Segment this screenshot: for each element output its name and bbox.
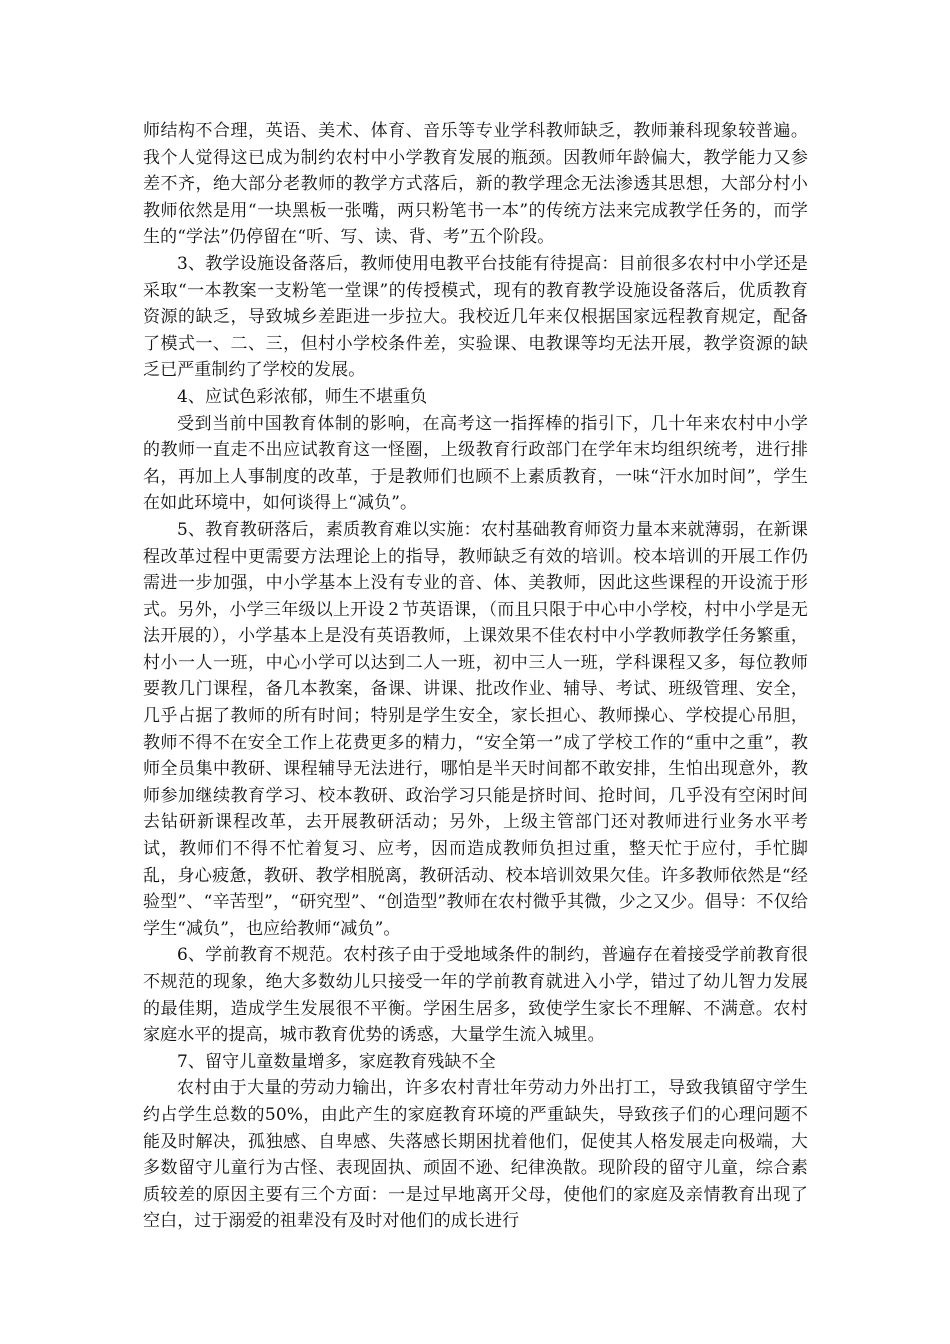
paragraph-exam-pressure: 受到当前中国教育体制的影响，在高考这一指挥棒的指引下，几十年来农村中小学的教师一直走不出应试教育这一怪圈，上级教育行政部门在学年末均组织统考，进行排名，再加上人事制度的改革，于是教师们也顾不上素质教育，一味“汗水加时间”，学生在如此环境中，如何谈得上“减负”。 <box>143 413 808 514</box>
paragraph-left-behind-children: 农村由于大量的劳动力输出，许多农村青壮年劳动力外出打工，导致我镇留守学生约占学生总数的50%，由此产生的家庭教育环境的严重缺失，导致孩子们的心理问题不能及时解决，孤独感、自卑感、失落感长期困扰着他们，促使其人格发展走向极端，大多数留守儿童行为古怪、表现固执、顽固不逊、纪律涣散。现阶段的留守儿童，综合素质较差的原因主要有三个方面：一是过早地离开父母，使他们的家庭及亲情教育出现了空白，过于溺爱的祖辈没有及时对他们的成长进行 <box>143 1078 808 1232</box>
paragraph-facilities: 3、教学设施设备落后，教师使用电教平台技能有待提高：目前很多农村中小学还是采取“一本教案一支粉笔一堂课”的传授模式，现有的教育教学设施设备落后，优质教育资源的缺乏，导致城乡差距进一步拉大。我校近几年来仅根据国家远程教育规定，配备了模式一、二、三，但村小学校条件差，实验课、电教课等均无法开展，教学资源的缺乏已严重制约了学校的发展。 <box>143 253 808 381</box>
paragraph-research-lagging: 5、教育教研落后，素质教育难以实施：农村基础教育师资力量本来就薄弱，在新课程改革过程中更需要方法理论上的指导，教师缺乏有效的培训。校本培训的开展工作仍需进一步加强，中小学基本上没有专业的音、体、美教师，因此这些课程的开设流于形式。另外，小学三年级以上开设２节英语课，（而且只限于中心中小学校，村中小学是无法开展的），小学基本上是没有英语教师，上课效果不佳农村中小学教师教学任务繁重，村小一人一班，中心小学可以达到二人一班，初中三人一班，学科课程又多，每位教师要教几门课程，备几本教案，备课、讲课、批改作业、辅导、考试、班级管理、安全，几乎占据了教师的所有时间；特别是学生安全，家长担心、教师操心、学校提心吊胆，教师不得不在安全工作上花费更多的精力，“安全第一”成了学校工作的“重中之重”，教师全员集中教研、课程辅导无法进行，哪怕是半天时间都不敢安排，生怕出现意外，教师参加继续教育学习、校本教研、政治学习只能是挤时间、抢时间，几乎没有空闲时间去钻研新课程改革，去开展教研活动；另外，上级主管部门还对教师进行业务水平考试，教师们不得不忙着复习、应考，因而造成教师负担过重，整天忙于应付，手忙脚乱，身心疲惫，教研、教学相脱离，教研活动、校本培训效果欠佳。许多教师依然是“经验型”、“辛苦型”，“研究型”、“创造型”教师在农村微乎其微，少之又少。倡导：不仅给学生“减负”，也应给教师“减负”。 <box>143 519 808 939</box>
document-page <box>143 118 808 1235</box>
heading-left-behind-children: 7、留守儿童数量增多，家庭教育残缺不全 <box>177 1051 496 1072</box>
heading-exam-pressure: 4、应试色彩浓郁，师生不堪重负 <box>177 386 428 407</box>
paragraph-teacher-structure: 师结构不合理，英语、美术、体育、音乐等专业学科教师缺乏，教师兼科现象较普遍。我个人觉得这已成为制约农村中小学教育发展的瓶颈。因教师年龄偏大，教学能力又参差不齐，绝大部分老教师的教学方式落后，新的教学理念无法渗透其思想，大部分村小教师依然是用“一块黑板一张嘴，两只粉笔书一本”的传统方法来完成教学任务的，而学生的“学法”仍停留在“听、写、读、背、考”五个阶段。 <box>143 121 808 248</box>
paragraph-preschool: 6、学前教育不规范。农村孩子由于受地域条件的制约，普遍存在着接受学前教育很不规范的现象，绝大多数幼儿只接受一年的学前教育就进入小学，错过了幼儿智力发展的最佳期，造成学生发展很不平衡。学困生居多，致使学生家长不理解、不满意。农村家庭水平的提高，城市教育优势的诱惑，大量学生流入城里。 <box>143 945 808 1046</box>
